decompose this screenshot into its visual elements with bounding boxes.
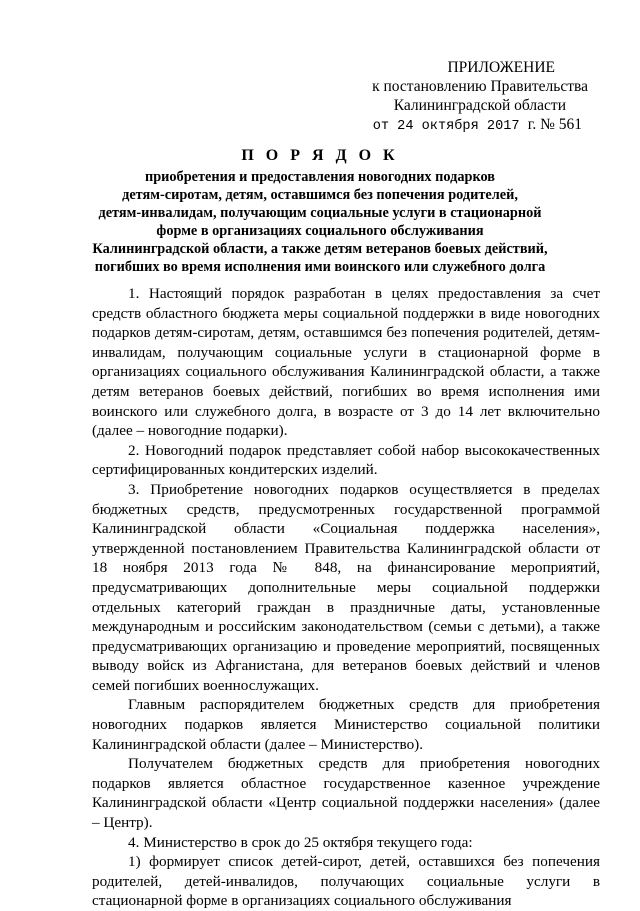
subtitle-line: детям-сиротам, детям, оставшимся без попечения родителей, <box>122 187 518 203</box>
paragraph-1: 1. Настоящий порядок разработан в целях предоставления за счет средств областного бюджета меры социальной поддержки в виде новогодних подарков детям-сиротам, детям, оставшимся без попечения родителей, детям-инвалидам, получающим социальные услуги в стационарной форме в организациях социального обслуживания Калининградской области, а также детям ветеранов боевых действий, погибших во время исполнения ими воинского или служебного долга, в возрасте от 3 до 14 лет включительно (далее – новогодние подарки). <box>92 285 600 440</box>
appendix-line-2: Калининградской области <box>393 97 566 114</box>
appendix-header <box>328 58 588 136</box>
subtitle-line: детям-инвалидам, получающим социальные услуги в стационарной <box>98 205 542 221</box>
document-title: П О Р Я Д О К <box>241 147 399 164</box>
paragraph-4: 4. Министерство в срок до 25 октября текущего года: <box>128 833 473 851</box>
subtitle-line: погибших во время исполнения ими воинского или служебного долга <box>94 259 546 275</box>
paragraph-3: 3. Приобретение новогодних подарков осуществляется в пределах бюджетных средств, предусмотренных государственной программой Калининградской области «Социальная поддержка населения», утвержденной постановлением Правительства Калининградской области от 18 ноября 2013 года № 848, на финансирование мероприятий, предусматривающих дополнительные меры социальной поддержки отдельных категорий граждан в праздничные даты, установленные международным и российским законодательством (семьи с детьми), а также предусматривающих организацию и проведение мероприятий, посвященных выводу войск из Афганистана, для ветеранов боевых действий и членов семей погибших военнослужащих. <box>92 480 600 694</box>
subtitle-line: форме в организациях социального обслуживания <box>156 223 484 239</box>
paragraph-recipient: Получателем бюджетных средств для приобретения новогодних подарков является областное государственное казенное учреждение Калининградской области «Центр социальной поддержки населения» (далее – Центр). <box>92 755 600 832</box>
appendix-date: от 24 октября 2017 <box>372 119 520 134</box>
document-title-block <box>70 146 570 276</box>
paragraph-main-manager: Главным распорядителем бюджетных средств для приобретения новогодних подарков является Министерство социальной политики Калининградской области (далее – Министерство). <box>92 696 600 753</box>
appendix-date-line <box>328 115 588 136</box>
paragraph-4-1: 1) формирует список детей-сирот, детей, оставшихся без попечения родителей, детей-инвалидов, получающих социальные услуги в стационарной форме в организациях социального обслуживания <box>92 853 600 910</box>
appendix-number: г. № 561 <box>527 116 582 133</box>
document-body <box>92 284 600 911</box>
subtitle-line: приобретения и предоставления новогодних подарков <box>144 169 496 185</box>
appendix-title: ПРИЛОЖЕНИЕ <box>447 59 555 76</box>
paragraph-2: 2. Новогодний подарок представляет собой набор высококачественных сертифицированных кондитерских изделий. <box>92 441 600 479</box>
appendix-line-1: к постановлению Правительства <box>372 78 588 95</box>
subtitle-line: Калининградской области, а также детям ветеранов боевых действий, <box>92 241 548 257</box>
